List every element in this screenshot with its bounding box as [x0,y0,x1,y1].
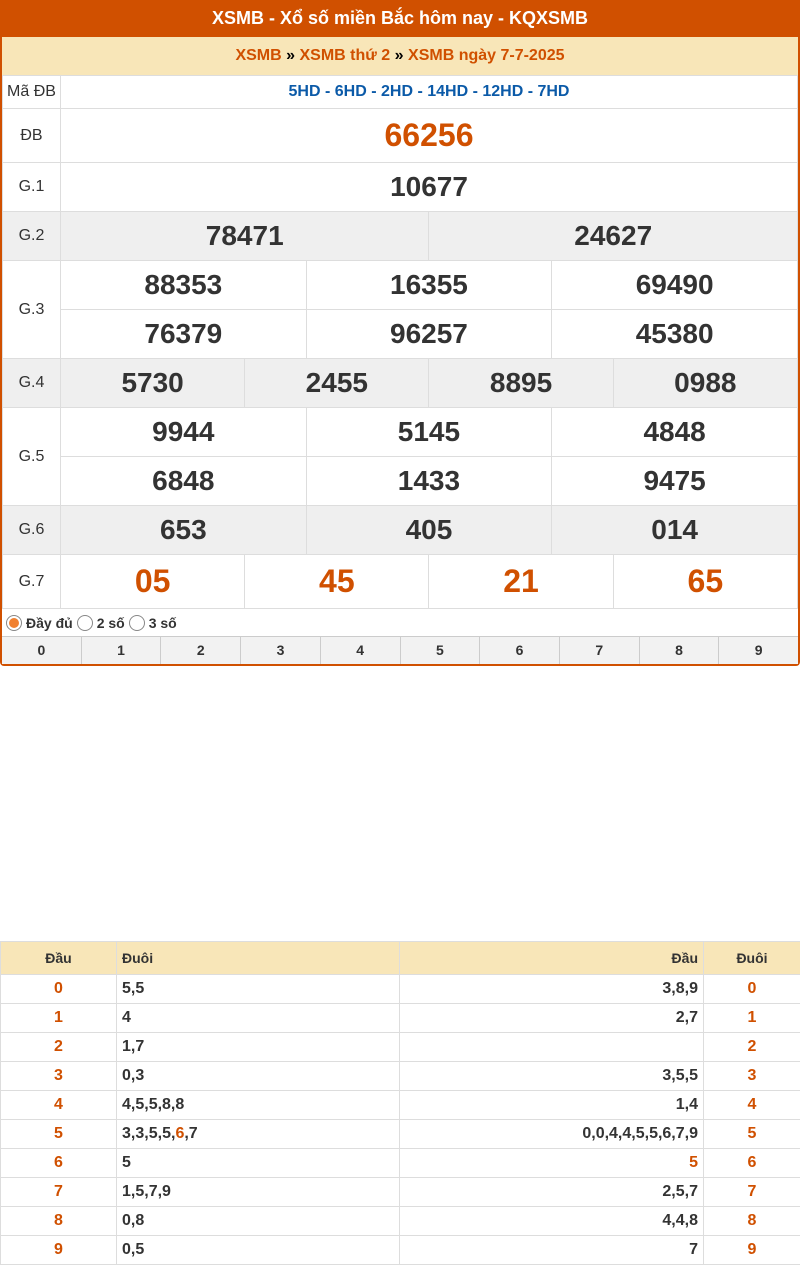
g7-number: 45 [245,555,429,609]
loto-tails: 4,5,5,8,8 [117,1091,400,1120]
breadcrumb [2,37,798,75]
loto-tails: 1,7 [117,1033,400,1062]
g1-label: G.1 [3,163,61,212]
loto-header-dau: Đầu [400,942,704,975]
g7-number: 65 [613,555,797,609]
g7-number: 21 [429,555,613,609]
loto-heads [400,1033,704,1062]
loto-head-digit: 9 [1,1236,117,1265]
g4-number: 8895 [429,359,613,408]
loto-head-digit: 0 [1,975,117,1004]
option-3-digits[interactable] [129,615,177,631]
g3-number: 69490 [552,261,798,310]
g4-label: G.4 [3,359,61,408]
loto-tails: 0,3 [117,1062,400,1091]
loto-heads: 3,5,5 [400,1062,704,1091]
digit-filter-bar [2,636,798,664]
digit-filter-button[interactable]: 7 [560,637,640,664]
option-2-digits[interactable] [77,615,125,631]
loto-head-digit: 8 [1,1207,117,1236]
g5-number: 1433 [306,457,552,506]
option-2-label: 2 số [97,615,125,631]
loto-heads: 1,4 [400,1091,704,1120]
loto-tails: 3,3,5,5,6,7 [117,1120,400,1149]
g4-number: 2455 [245,359,429,408]
loto-head-digit: 5 [1,1120,117,1149]
db-label: ĐB [3,109,61,163]
breadcrumb-sep: » [286,47,295,64]
radio-icon[interactable] [129,615,145,631]
loto-head-digit: 1 [1,1004,117,1033]
g3-number: 16355 [306,261,552,310]
digit-filter-button[interactable]: 6 [480,637,560,664]
g2-number: 24627 [429,212,798,261]
loto-tail-digit: 2 [704,1033,800,1062]
g2-number: 78471 [61,212,429,261]
results-box [0,37,800,666]
loto-tail-digit: 9 [704,1236,800,1265]
loto-heads: 4,4,8 [400,1207,704,1236]
g4-number: 5730 [61,359,245,408]
loto-tail-digit: 4 [704,1091,800,1120]
results-table [2,75,798,609]
loto-heads: 5 [400,1149,704,1178]
loto-row [1,1033,800,1062]
page-title: XSMB - Xổ số miền Bắc hôm nay - KQXSMB [0,0,800,37]
g2-label: G.2 [3,212,61,261]
loto-tail-digit: 5 [704,1120,800,1149]
digit-filter-button[interactable]: 9 [719,637,798,664]
g6-number: 014 [552,506,798,555]
g5-number: 4848 [552,408,798,457]
loto-row [1,1178,800,1207]
loto-body [1,975,800,1265]
loto-row [1,1004,800,1033]
loto-tail-digit: 6 [704,1149,800,1178]
g7-label: G.7 [3,555,61,609]
loto-heads: 2,7 [400,1004,704,1033]
g4-number: 0988 [613,359,797,408]
g3-number: 88353 [61,261,307,310]
radio-icon[interactable] [77,615,93,631]
g1-number: 10677 [61,163,798,212]
loto-heads: 7 [400,1236,704,1265]
digit-filter-button[interactable]: 0 [2,637,82,664]
g5-number: 6848 [61,457,307,506]
loto-tails: 1,5,7,9 [117,1178,400,1207]
g5-label: G.5 [3,408,61,506]
g6-label: G.6 [3,506,61,555]
loto-row [1,975,800,1004]
breadcrumb-sep: » [395,47,404,64]
digit-filter-button[interactable]: 2 [161,637,241,664]
loto-header-duoi: Đuôi [704,942,800,975]
loto-tail-digit: 3 [704,1062,800,1091]
option-full-label: Đầy đủ [26,615,73,631]
loto-tails: 4 [117,1004,400,1033]
loto-tails: 0,5 [117,1236,400,1265]
digit-filter-button[interactable]: 3 [241,637,321,664]
loto-row [1,1207,800,1236]
digit-filter-button[interactable]: 5 [401,637,481,664]
g5-number: 9475 [552,457,798,506]
loto-tail-digit: 0 [704,975,800,1004]
db-number: 66256 [61,109,798,163]
g3-number: 45380 [552,310,798,359]
loto-row [1,1120,800,1149]
loto-tails: 5,5 [117,975,400,1004]
g3-label: G.3 [3,261,61,359]
loto-row [1,1062,800,1091]
loto-heads: 0,0,4,4,5,5,6,7,9 [400,1120,704,1149]
loto-tail-digit: 8 [704,1207,800,1236]
loto-header-duoi: Đuôi [117,942,400,975]
option-3-label: 3 số [149,615,177,631]
loto-heads: 3,8,9 [400,975,704,1004]
g6-number: 405 [306,506,552,555]
loto-tail-digit: 1 [704,1004,800,1033]
madb-value: 5HD - 6HD - 2HD - 14HD - 12HD - 7HD [61,76,798,109]
loto-tails: 5 [117,1149,400,1178]
g6-number: 653 [61,506,307,555]
loto-header-dau: Đầu [1,942,117,975]
loto-table [0,941,800,1265]
loto-tails: 0,8 [117,1207,400,1236]
loto-head-digit: 3 [1,1062,117,1091]
option-full[interactable] [6,615,73,631]
loto-row [1,1091,800,1120]
g7-number: 05 [61,555,245,609]
digit-filter-button[interactable]: 8 [640,637,720,664]
loto-head-digit: 7 [1,1178,117,1207]
madb-label: Mã ĐB [3,76,61,109]
loto-row [1,1236,800,1265]
loto-heads: 2,5,7 [400,1178,704,1207]
breadcrumb-xsmb[interactable]: XSMB [235,47,281,64]
loto-head-digit: 6 [1,1149,117,1178]
g3-number: 76379 [61,310,307,359]
breadcrumb-xsmb-thu2[interactable]: XSMB thứ 2 [300,47,391,64]
loto-head-digit: 4 [1,1091,117,1120]
breadcrumb-xsmb-date[interactable]: XSMB ngày 7-7-2025 [408,47,565,64]
loto-row [1,1149,800,1178]
radio-selected-icon[interactable] [6,615,22,631]
digit-filter-button[interactable]: 4 [321,637,401,664]
g5-number: 9944 [61,408,307,457]
g3-number: 96257 [306,310,552,359]
loto-tail-digit: 7 [704,1178,800,1207]
g5-number: 5145 [306,408,552,457]
digit-filter-button[interactable]: 1 [82,637,162,664]
loto-head-digit: 2 [1,1033,117,1062]
display-options [2,609,798,636]
